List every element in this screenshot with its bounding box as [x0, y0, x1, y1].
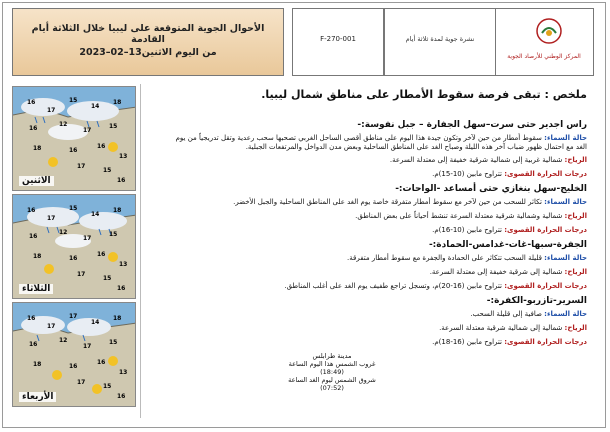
sky-line: [147, 134, 587, 143]
doc-name-cell: [385, 9, 496, 75]
sky-line-cont: الغد مع احتمال ظهور ضباب آخر هذه الليلة وصباح الغد على المناطق الساحلية وبعض مدن الدواخل والمرتفعات الجبلية.: [245, 143, 587, 151]
sky-label: حالة السماء:: [544, 310, 587, 318]
sunset-time: غروب الشمس هذا اليوم الساعة (18:49): [288, 360, 376, 376]
wind-text: شمالية إلى شمالية شرقية معتدلة السرعة.: [439, 324, 563, 332]
sky-label: حالة السماء:: [544, 134, 587, 142]
map-temp: 15: [103, 275, 112, 282]
map-temp: 17: [47, 323, 56, 330]
map-day-label: الأربعاء: [19, 392, 56, 402]
map-temp: 15: [103, 167, 112, 174]
map-temp: 16: [117, 393, 126, 400]
map-temp: 17: [77, 163, 86, 170]
forecast-map-day3: [12, 302, 136, 407]
map-temp: 15: [69, 97, 78, 104]
temp-label: درجات الحرارة القصوى:: [504, 226, 587, 234]
temp-line: [147, 170, 587, 179]
header-title-box: [12, 8, 284, 76]
org-cell: [495, 9, 593, 75]
map-temp: 16: [97, 359, 106, 366]
map-temp: 17: [47, 107, 56, 114]
map-temp: 18: [113, 207, 122, 214]
org-box: [384, 8, 594, 76]
map-temp: 17: [77, 271, 86, 278]
wind-text: شمالية غربية إلى شمالية شرقية خفيفة إلى معتدلة السرعة.: [389, 156, 563, 164]
map-temp: 16: [97, 143, 106, 150]
map-temp: 12: [59, 121, 68, 128]
wind-label: الرياح:: [564, 212, 587, 220]
map-temp: 14: [91, 211, 100, 218]
map-temp: 13: [119, 153, 128, 160]
map-temp: 14: [91, 319, 100, 326]
map-day-label: الاثنين: [19, 176, 54, 186]
map-temp: 16: [27, 315, 36, 322]
wind-label: الرياح:: [564, 156, 587, 164]
map-temp: 16: [117, 285, 126, 292]
summary: ملخص : تبقى فرصة سقوط الأمطار على مناطق شمال ليبيا.: [261, 88, 587, 101]
forecast-map-day1: [12, 86, 136, 191]
wind-line: [147, 324, 587, 333]
doc-id-box: [292, 8, 384, 76]
temp-text: تتراوح مابين (16-20)م، وتسجل تراجع طفيف يوم الغد على أغلب المناطق.: [284, 282, 502, 290]
map-temp: 13: [119, 261, 128, 268]
wind-line: [147, 156, 587, 165]
map-temp: 13: [119, 369, 128, 376]
map-temp: 16: [69, 363, 78, 370]
sky-text: قليلة السحب تتكاثر على الحمادة والجفرة مع سقوط أمطار متفرقة.: [347, 254, 542, 262]
map-temp: 16: [97, 251, 106, 258]
temp-text: تتراوح مابين (10-16)م.: [432, 226, 502, 234]
temp-line: [147, 282, 587, 291]
forecast-title: الأحوال الجوية المتوقعة على ليبيا خلال الثلاثة أيام القادمة: [31, 23, 265, 45]
region-title: الجفرة-سبها-غات-غدامس-الحمادة:-: [428, 240, 587, 250]
map-temp: 17: [83, 235, 92, 242]
map-temp: 18: [33, 361, 42, 368]
map-temp: 16: [69, 147, 78, 154]
forecast-text: [140, 84, 595, 418]
map-temp: 16: [117, 177, 126, 184]
forecast-map-day2: [12, 194, 136, 299]
map-temp: 18: [113, 99, 122, 106]
sky-line: [147, 198, 587, 207]
map-temp: 17: [83, 127, 92, 134]
map-temp: 15: [109, 123, 118, 130]
map-temp: 16: [69, 255, 78, 262]
wind-line: [147, 212, 587, 221]
map-temp: 17: [69, 313, 78, 320]
temp-line: [147, 338, 587, 347]
map-temp: 17: [77, 379, 86, 386]
map-temp: 16: [29, 125, 38, 132]
sky-line: [147, 254, 587, 263]
map-temp: 15: [69, 205, 78, 212]
region-title: السرير-تازربو-الكفرة:-: [486, 296, 587, 306]
region-title: الخليج-سهل بنغازي حتى أمساعد -الواحات:-: [395, 184, 587, 194]
sky-label: حالة السماء:: [544, 198, 587, 206]
sky-label: حالة السماء:: [544, 254, 587, 262]
map-temp: 16: [29, 233, 38, 240]
map-temp: 16: [27, 207, 36, 214]
forecast-date: من اليوم الاثنين13–02–2023: [79, 47, 217, 58]
temp-label: درجات الحرارة القصوى:: [504, 338, 587, 346]
sun-times: [277, 352, 387, 392]
map-temp: 18: [33, 253, 42, 260]
map-temp: 17: [47, 215, 56, 222]
met-logo-icon: [535, 17, 563, 45]
wind-text: شمالية وشمالية شرقية معتدلة السرعة تنشط أحياناً على بعض المناطق.: [355, 212, 563, 220]
map-temp: 18: [113, 315, 122, 322]
temp-label: درجات الحرارة القصوى:: [504, 282, 587, 290]
wind-line: [147, 268, 587, 277]
map-temp: 16: [29, 341, 38, 348]
map-temp: 14: [91, 103, 100, 110]
region-title: راس اجدير حتى سرت–سهل الجفارة – جبل نفوسة:-: [357, 120, 587, 130]
doc-id: F-270-001: [320, 35, 356, 43]
sunrise-time: شروق الشمس ليوم الغد الساعة (07:52): [288, 376, 376, 392]
org-name: المركز الوطني للأرصاد الجوية: [507, 53, 581, 60]
sky-line: [147, 310, 587, 319]
map-temp: 15: [109, 231, 118, 238]
map-temp: 18: [33, 145, 42, 152]
wind-label: الرياح:: [564, 324, 587, 332]
temp-line: [147, 226, 587, 235]
wind-text: شمالية إلى شرقية خفيفة إلى معتدلة السرعة.: [429, 268, 563, 276]
temp-text: تتراوح مابين (10-15)م.: [432, 170, 502, 178]
temp-text: تتراوح مابين (16-18)م.: [432, 338, 502, 346]
map-day-label: الثلاثاء: [19, 284, 53, 294]
map-temp: 12: [59, 229, 68, 236]
map-temp: 16: [27, 99, 36, 106]
map-temp: 17: [83, 343, 92, 350]
sky-text: صافية إلى قليلة السحب.: [470, 310, 542, 318]
sky-text: تكاثر للسحب من حين لآخر مع سقوط أمطار متفرقة خاصة يوم الغد على المناطق الساحلية والجبل الأخضر.: [233, 198, 542, 206]
map-temp: 15: [103, 383, 112, 390]
map-temp: 12: [59, 337, 68, 344]
temp-label: درجات الحرارة القصوى:: [504, 170, 587, 178]
sky-text: سقوط أمطار من حين لآخر وتكون جيدة هذا اليوم على مناطق أقصى الساحل الغربي تصحبها سحب رعدية وتقل تدريجياً من يوم: [175, 134, 542, 142]
sun-city: مدينة طرابلس: [312, 352, 352, 360]
doc-name: نشرة جوية لمدة ثلاثة أيام: [405, 35, 475, 43]
wind-label: الرياح:: [564, 268, 587, 276]
map-temp: 15: [109, 339, 118, 346]
